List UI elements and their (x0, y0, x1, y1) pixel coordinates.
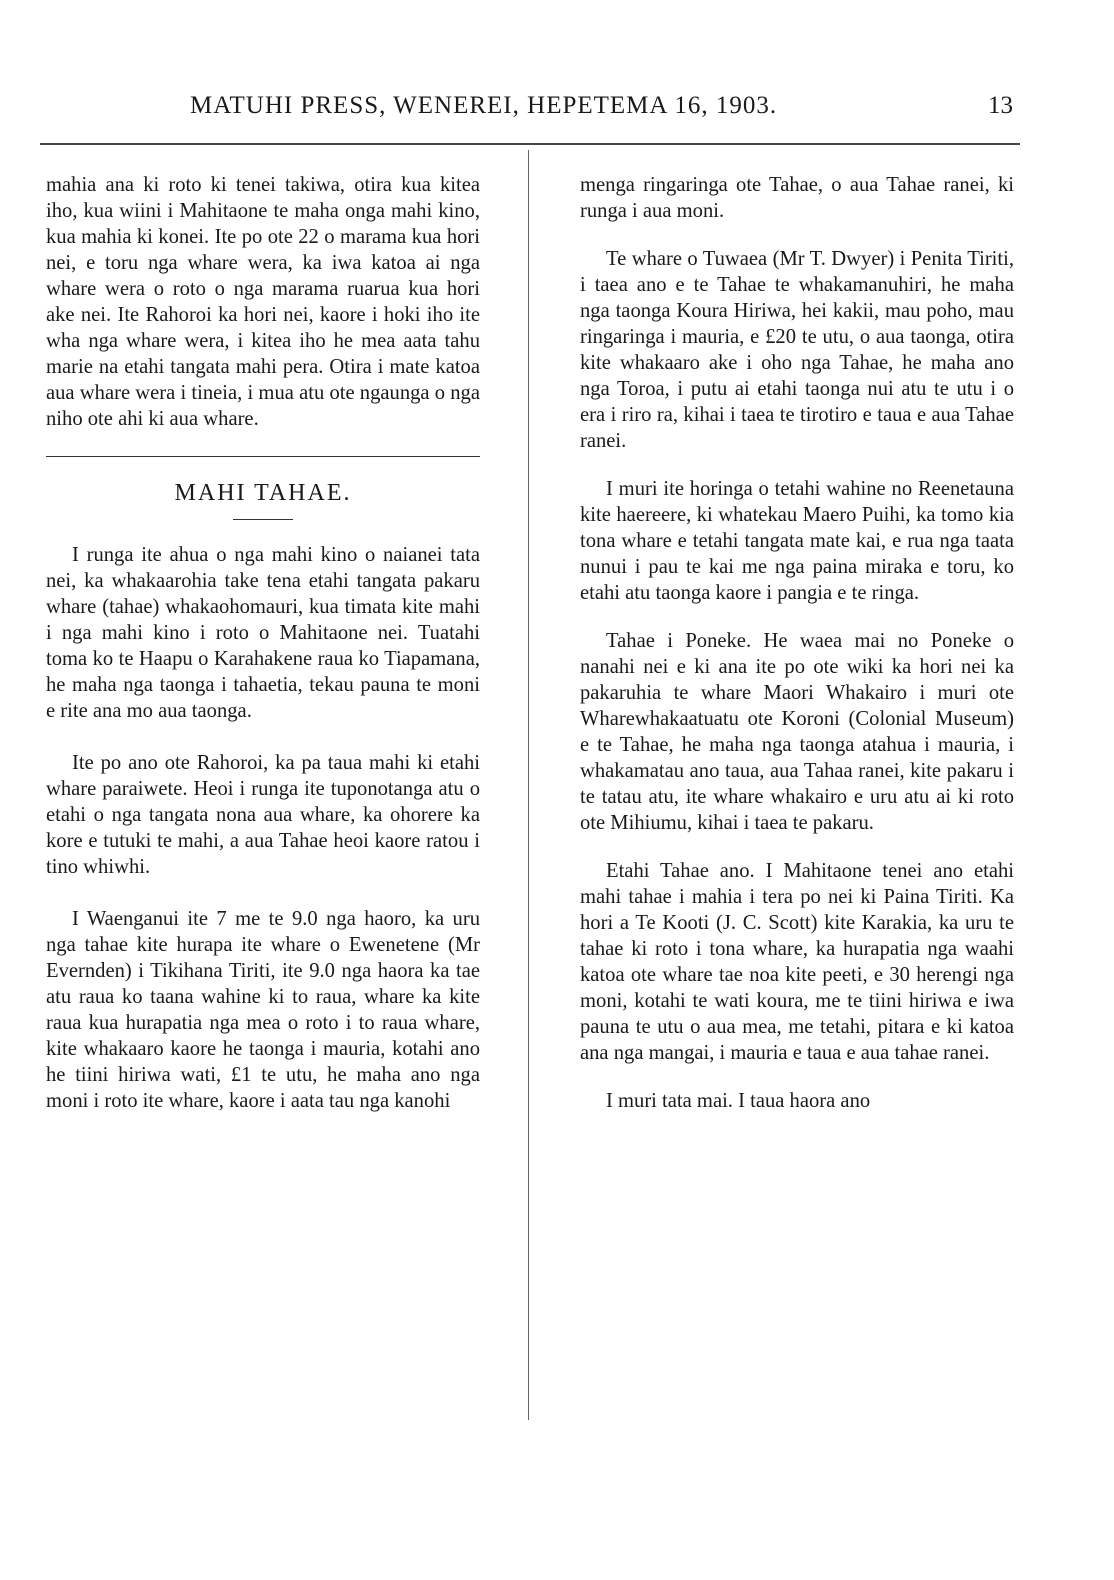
running-title: MATUHI PRESS, WENEREI, HEPETEMA 16, 1903. (190, 92, 778, 119)
article-paragraph: I runga ite ahua o nga mahi kino o naianei tata nei, ka whakaarohia take tena etahi tangata pakaru whare (tahae) whakaohomauri, kua timata kite mahi i nga mahi kino i roto o Mahitaone nei. Tuatahi toma ko te Haapu o Karahakene raua ko Tiapamana, he maha nga taonga i tahaetia, tekau pauna te moni e rite ana mo aua taonga. (46, 544, 480, 722)
article-paragraph: Tahae i Poneke. He waea mai no Poneke o nanahi nei e ki ana ite po ote wiki ka hori nei ka pakaruhia te whare Maori Whakairo i muri ote Wharewhakaatuatu ote Koroni (Colonial Museum) e te Tahae, he maha nga taonga atahua i mauria, i whakamatau ano taua, aua Tahaa ranei, kite pakaru i te tatau atu, ite whare whakairo e uru atu ai ki roto ote Mihiumu, kihai i taea te pakaru. (580, 630, 1014, 834)
paragraph-gap (580, 224, 1014, 246)
section-divider (46, 456, 480, 457)
paragraph-gap (580, 1066, 1014, 1088)
article-paragraph: Te whare o Tuwaea (Mr T. Dwyer) i Penita Tiriti, i taea ano e te Tahae te whakamanuhiri, he maha nga taonga Koura Hiriwa, hei kakii, mau poho, mau ringaringa i mauria, e £20 te utu, o aua taonga, otira kite whakaaro ake i oho nga Tahae, he maha ano nga Toroa, i putu ai etahi taonga nui atu te utu i o era i riro ra, kihai i taea te tirotiro e taua e aua Tahae ranei. (580, 248, 1014, 452)
column-divider (528, 150, 529, 1420)
paragraph-gap (46, 724, 480, 750)
right-column (580, 172, 1014, 1114)
paragraph-gap (580, 606, 1014, 628)
article-paragraph: I Waenganui ite 7 me te 9.0 nga haoro, ka uru nga tahae kite hurapa ite whare o Ewenetene (Mr Evernden) i Tikihana Tiriti, ite 9.0 nga haora ka tae atu raua ko taana wahine ki to raua, whare ka kite raua kua hurapatia nga mea o roto i to raua whare, kite whakaaro kaore he taonga i mauria, kotahi ano he tiini hiriwa wati, £1 te utu, he maha ano nga moni i roto ite whare, kaore i aata tau nga kanohi (46, 908, 480, 1112)
paragraph-gap (580, 454, 1014, 476)
article-paragraph: I muri tata mai. I taua haora ano (606, 1090, 871, 1112)
article-paragraph: Etahi Tahae ano. I Mahitaone tenei ano etahi mahi tahae i mahia i tera po nei ki Paina Tiriti. Ka hori a Te Kooti (J. C. Scott) kite Karakia, ka uru te tahae ki roto i tona whare, ka hurapatia nga waahi katoa ote whare tae noa kite peeti, e 30 herengi nga moni, kotahi te wati koura, me te tiini hiriwa e iwa pauna te utu o aua mea, me tetahi, pitara e ki katoa ana nga mangai, i mauria e taua e aua tahae ranei. (580, 860, 1014, 1064)
continuation-paragraph: mahia ana ki roto ki tenei takiwa, otira kua kitea iho, kua wiini i Mahitaone te maha onga mahi kino, kua mahia ki konei. Ite po ote 22 o marama kua hori nei, e toru nga whare wera, ka iwa katoa ai nga whare wera o roto o nga marama ruarua kua hori ake nei. Ite Rahoroi ka hori nei, kaore i hoki iho ite wha nga whare wera, i kitea iho he mea aata tahu marie na etahi tangata mahi pera. Otira i mate katoa aua whare wera i tineia, i mua atu ote ngaunga o nga niho ote ahi ki aua whare. (46, 174, 480, 430)
article-paragraph: I muri ite horinga o tetahi wahine no Reenetauna kite haereere, ki whatekau Maero Puihi, ka tomo kia tona whare e tetahi tangata mate kai, e rua nga taata nunui i pau te kai me nga paina miraka e toru, ko etahi atu taonga kaore i pangia e te ringa. (580, 478, 1014, 604)
page-number: 13 (988, 92, 1013, 119)
article-paragraph: Ite po ano ote Rahoroi, ka pa taua mahi ki etahi whare paraiwete. Heoi i runga ite tuponotanga atu o etahi o nga tangata nona aua whare, ka ohorere ka kore e tutuki te mahi, a aua Tahae heoi kaore ratou i tino whiwhi. (46, 752, 480, 878)
article-paragraph: menga ringaringa ote Tahae, o aua Tahae ranei, ki runga i aua moni. (580, 174, 1014, 222)
left-column (46, 172, 480, 1114)
paragraph-gap (46, 880, 480, 906)
paragraph-gap (580, 836, 1014, 858)
header-rule (40, 143, 1020, 145)
heading-rule (233, 519, 293, 520)
section-heading: MAHI TAHAE. (174, 480, 352, 506)
page-header (0, 92, 1114, 132)
